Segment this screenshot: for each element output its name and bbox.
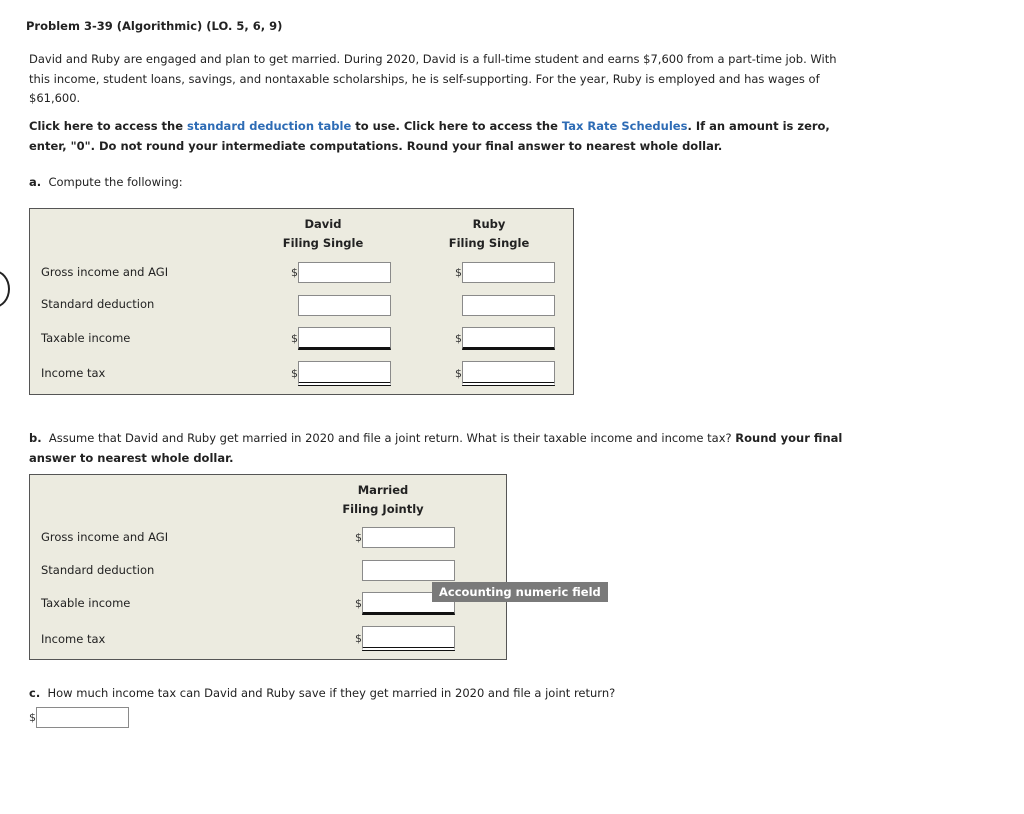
row-label-gross-income: Gross income and AGI [41, 530, 169, 544]
ruby-filing-status: Filing Single [448, 236, 530, 250]
part-b-label: b. [29, 431, 42, 445]
david-income-tax-input[interactable] [298, 361, 391, 386]
ruby-standard-deduction-input[interactable] [462, 295, 555, 316]
joint-gross-income-input[interactable] [362, 527, 455, 548]
joint-header-line-2: Filing Jointly [342, 502, 424, 516]
dollar-sign: $ [291, 332, 298, 345]
part-a-label: a. [29, 175, 42, 189]
dollar-sign: $ [355, 597, 362, 610]
left-edge-arc [0, 270, 10, 308]
ruby-gross-income-input[interactable] [462, 262, 555, 283]
dollar-sign: $ [455, 266, 462, 279]
instructions-part-3: . If an amount is zero, enter, "0". Do not round your intermediate computations. Round your final answer to nearest whole dollar. [29, 119, 830, 153]
field-tooltip: Accounting numeric field [432, 582, 608, 602]
dollar-sign: $ [355, 632, 362, 645]
dollar-sign: $ [291, 367, 298, 380]
row-label-income-tax: Income tax [41, 366, 106, 380]
instructions-part-2: to use. Click here to access the [351, 119, 562, 133]
david-standard-deduction-input[interactable] [298, 295, 391, 316]
ruby-column-header [436, 215, 542, 253]
ruby-income-tax-input[interactable] [462, 361, 555, 386]
david-name: David [304, 217, 342, 231]
david-column-header [270, 215, 376, 253]
part-a-prompt [29, 173, 183, 193]
joint-income-tax-input[interactable] [362, 626, 455, 651]
row-label-income-tax: Income tax [41, 632, 106, 646]
part-c-label: c. [29, 686, 41, 700]
tax-savings-input[interactable] [36, 707, 129, 728]
instructions-part-1: Click here to access the [29, 119, 188, 133]
part-c-text: How much income tax can David and Ruby save if they get married in 2020 and file a joint return? [47, 686, 616, 700]
joint-column-header [330, 481, 436, 519]
row-label-standard-deduction: Standard deduction [41, 297, 155, 311]
problem-title: Problem 3-39 (Algorithmic) (LO. 5, 6, 9) [26, 19, 283, 33]
dollar-sign: $ [291, 266, 298, 279]
problem-intro: David and Ruby are engaged and plan to get married. During 2020, David is a full-time student and earns $7,600 from a part-time job. With this income, student loans, savings, and nontaxable scholarships, he is self-supporting. For the year, Ruby is employed and has wages of $61,600. [29, 52, 837, 105]
part-a-text: Compute the following: [48, 175, 183, 189]
standard-deduction-table-link[interactable]: standard deduction table [187, 119, 352, 133]
dollar-sign: $ [455, 367, 462, 380]
david-gross-income-input[interactable] [298, 262, 391, 283]
dollar-sign: $ [29, 711, 36, 724]
joint-header-line-1: Married [357, 483, 409, 497]
row-label-taxable-income: Taxable income [41, 331, 131, 345]
dollar-sign: $ [355, 531, 362, 544]
part-b-text: Assume that David and Ruby get married in 2020 and file a joint return. What is their taxable income and income tax? [48, 431, 732, 445]
row-label-standard-deduction: Standard deduction [41, 563, 155, 577]
joint-standard-deduction-input[interactable] [362, 560, 455, 581]
row-label-taxable-income: Taxable income [41, 596, 131, 610]
part-b-bold-instruction: Round your final answer to nearest whole dollar. [29, 431, 843, 465]
david-filing-status: Filing Single [282, 236, 364, 250]
row-label-gross-income: Gross income and AGI [41, 265, 169, 279]
ruby-taxable-income-input[interactable] [462, 327, 555, 350]
dollar-sign: $ [455, 332, 462, 345]
instructions [29, 117, 849, 156]
ruby-name: Ruby [472, 217, 506, 231]
david-taxable-income-input[interactable] [298, 327, 391, 350]
part-c-prompt [29, 684, 615, 704]
tax-rate-schedules-link[interactable]: Tax Rate Schedules [561, 119, 688, 133]
part-b-prompt [29, 429, 849, 468]
